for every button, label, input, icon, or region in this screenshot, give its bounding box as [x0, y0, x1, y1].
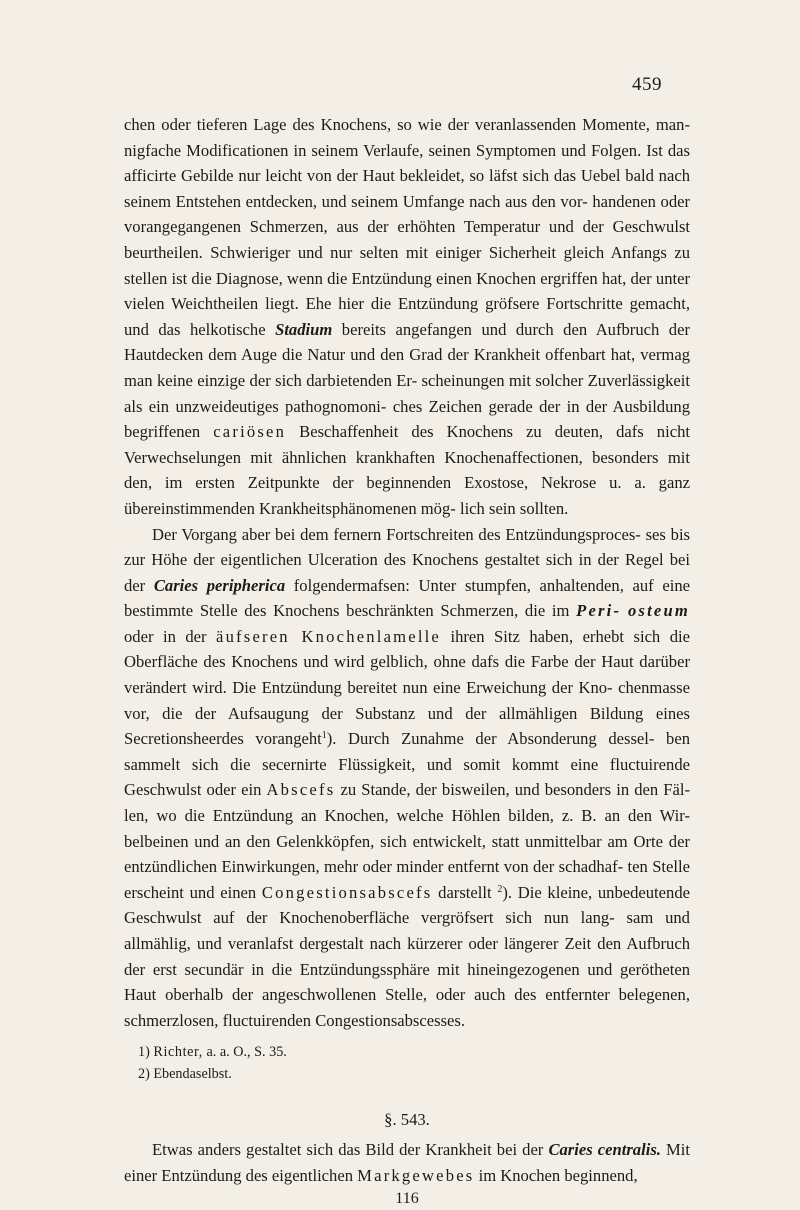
text-line: scheinungen mit solcher Zuverlässigkeit als ein unzweideutiges pathognomoni- [124, 370, 690, 416]
text-line: . Die kleine, [507, 882, 593, 902]
text-line: der Krankheit offenbart hat, vermag man keine einzige der sich darbietenden Er- [124, 345, 690, 390]
spaced-term: Congestionsabscefs [261, 882, 433, 902]
text-line: oder in der [124, 626, 207, 646]
text-line: im Knochen beginnend, [478, 1165, 638, 1185]
body-text [124, 112, 690, 1210]
text-line: Exostose, Nekrose u. a. ganz übereinstimmenden Krankheitsphänomenen mög- [124, 473, 690, 518]
text-line: sam und allmählig, und veranlafst dergestalt nach kürzerer oder längerer Zeit den [124, 908, 690, 953]
text-line: gleich Anfangs zu stellen ist die Diagnose, wenn die Entzündung einen Knochen [124, 242, 690, 288]
signature-mark: 116 [395, 1190, 419, 1208]
text-line: ben sammelt sich die secernirte Flüssigkeit, und somit kommt eine fluctuirende [124, 729, 690, 774]
text-line: bereits angefangen [341, 319, 472, 339]
text-line: auf eine bestimmte Stelle des Knochens beschränkten Schmerzen, die im [124, 575, 690, 621]
text-line: des Knochens zu deuten, dafs nicht Verwechselungen mit ähnlichen krankhaften [124, 422, 690, 467]
text-line: gröfsere Fortschritte gemacht, und das helkotische [124, 294, 690, 339]
text-line: len, wo die Entzündung an Knochen, welche Höhlen bilden, z. B. an den Wir- [124, 806, 690, 826]
emphasis-term: Stadium [275, 319, 333, 339]
text-line: Etwas anders gestaltet sich das Bild der Krankheit bei der [152, 1139, 544, 1159]
page-number: 459 [632, 74, 662, 95]
text-line: belegenen, schmerzlosen, fluctuirenden Congestionsabscesses. [124, 985, 690, 1030]
text-line: Regel bei der [124, 550, 690, 595]
paragraph: Der Vorgang aber bei dem fernern Fortschreiten des Entzündungsproces- ses bis zur Höhe der eigentlichen Ulceration des Knochens gestaltet sich in der Regel bei der Caries peripherica folgendermafsen: Unter stumpfen, anhaltenden, auf eine bestimmte Stelle des Knochens beschränkten Schmerzen, die im Peri- osteum oder in der äufseren Knochenlamelle ihren Sitz haben, erhebt sich die Oberfläche des Knochens und wird gelblich, ohne dafs die Farbe der Haut darüber verändert wird. Die Entzündung bereitet nun eine Erweichung der Kno- chenmasse vor, die der Aufsaugung der Substanz und der allmähligen Bildung eines Secretionsheerdes vorangeht$^1$). Durch Zunahme der Absonderung dessel- ben sammelt sich die secernirte Flüssigkeit, und somit kommt eine fluctuirende Geschwulst oder ein Abscefs zu Stande, der bisweilen, und besonders in den Fäl- len, wo die Entzündung an Knochen, welche Höhlen bilden, z. B. an den Wir- belbeinen und an den Gelenkköpfen, sich entwickelt, statt unmittelbar am Orte der entzündlichen Einwirkungen, mehr oder minder entfernt von der schadhaf- ten Stelle erscheint und einen Congestionsabscefs darstellt $^2$). Die kleine, unbedeutende Geschwulst auf der Knochenoberfläche vergröfsert sich nun lang- sam und allmählig, und veranlafst dergestalt nach kürzerer oder längerer Zeit den Aufbruch der erst secundär in die Entzündungssphäre mit hineingezogenen und gerötheten Haut oberhalb der angeschwollenen Stelle, oder auch des entfernter belegenen, schmerzlosen, fluctuirenden Congestionsabscesses. [124, 524, 691, 1030]
text-line: die Oberfläche des Knochens und wird gelblich, ohne dafs die Farbe der Haut [124, 626, 690, 672]
footnote [138, 1063, 690, 1085]
text-line: unbedeutende Geschwulst auf der Knochenoberfläche vergröfsert sich nun lang- [124, 882, 690, 928]
text-line: Knochenaffectionen, besonders mit den, im ersten Zeitpunkte der beginnenden [124, 447, 690, 493]
footnote-text: Ebendaselbst. [153, 1066, 232, 1083]
text-line: der Geschwulst beurtheilen. Schwieriger und nur selten mit einiger Sicherheit [124, 217, 691, 262]
text-line: . Durch Zunahme der Absonderung dessel- [332, 729, 655, 749]
spaced-term: cariösen [213, 422, 287, 442]
text-line: bald nach seinem Entstehen entdecken, und seinem Umfange nach aus den vor- [124, 166, 690, 211]
text-line: Mit einer Entzündung des eigentlichen [124, 1139, 691, 1185]
footnote-ref: 1 [321, 730, 327, 742]
text-line: darüber verändert wird. Die Entzündung bereitet nun eine Erweichung der Kno- [124, 652, 690, 698]
text-line: chenmasse vor, die der Aufsaugung der Substanz und der allmähligen Bildung [124, 678, 690, 723]
footnote-text: a. a. O., S. 35. [206, 1044, 287, 1061]
text-line: und durch den Aufbruch der Hautdecken dem Auge die Natur und den Grad [124, 319, 690, 365]
text-line: der entzündlichen Einwirkungen, mehr oder minder entfernt von der schadhaf- [124, 831, 690, 877]
section-heading: §. 543. [384, 1110, 430, 1130]
text-line: ches Zeichen gerade der in der Ausbildung begriffenen [124, 396, 690, 442]
text-line: das afficirte Gebilde nur leicht von der Haut bekleidet, so läfst sich das Uebel [124, 140, 690, 186]
text-line: nigfache Modificationen in seinem Verlaufe, seinen Symptomen und Folgen. Ist [124, 140, 663, 160]
footnotes [124, 1041, 690, 1085]
text-line: Aufbruch der erst secundär in die Entzündungssphäre mit hineingezogenen und [124, 934, 690, 979]
spaced-term: äufseren Knochenlamelle [216, 626, 442, 646]
text-line: ergriffen hat, der unter vielen Weichtheilen liegt. Ehe hier die Entzündung [124, 268, 691, 314]
spaced-term: Abscefs [266, 780, 336, 800]
text-line: chen oder tieferen Lage des Knochens, so wie der veranlassenden Momente, man- [124, 115, 690, 134]
text-line: darstellt [438, 882, 492, 902]
text-line: ses bis zur Höhe der eigentlichen Ulceration des Knochens gestaltet sich in der [124, 524, 691, 570]
spaced-term: Markgewebes [357, 1165, 475, 1185]
paragraph [124, 1137, 690, 1188]
text-line: Der Vorgang aber bei dem fernern Fortschreiten des Entzündungsproces- [152, 524, 641, 544]
text-line: lich sein sollten. [459, 498, 569, 518]
footnote-number: 2) [138, 1066, 150, 1083]
text-line: gerötheten Haut oberhalb der angeschwollenen Stelle, oder auch des entfernter [124, 959, 690, 1005]
footnote-author: Richter, [153, 1044, 203, 1061]
text-line: eines Secretionsheerdes vorangeht [124, 703, 690, 749]
emphasis-term: Caries centralis. [548, 1139, 661, 1159]
text-line: Geschwulst oder ein [124, 780, 262, 800]
text-line: folgendermafsen: Unter stumpfen, anhaltenden, [293, 575, 624, 595]
paragraph [124, 112, 690, 522]
text-line: zu Stande, der bisweilen, und besonders in den Fäl- [340, 780, 691, 800]
text-line: ten Stelle erscheint und einen [124, 857, 690, 902]
footnote [138, 1041, 690, 1063]
text-line: Beschaffenheit [299, 422, 399, 442]
footnote-ref: 2 [497, 883, 503, 895]
footnote-number: 1) [138, 1044, 150, 1061]
emphasis-term: osteum [627, 601, 691, 621]
emphasis-term: Peri- [576, 601, 622, 621]
text-line: handenen oder vorangegangenen Schmerzen, aus der erhöhten Temperatur und [124, 191, 691, 237]
emphasis-term: Caries peripherica [153, 575, 286, 595]
text-line: belbeinen und an den Gelenkköpfen, sich entwickelt, statt unmittelbar am Orte [124, 831, 663, 851]
text-line: ihren Sitz haben, erhebt sich [450, 626, 661, 646]
